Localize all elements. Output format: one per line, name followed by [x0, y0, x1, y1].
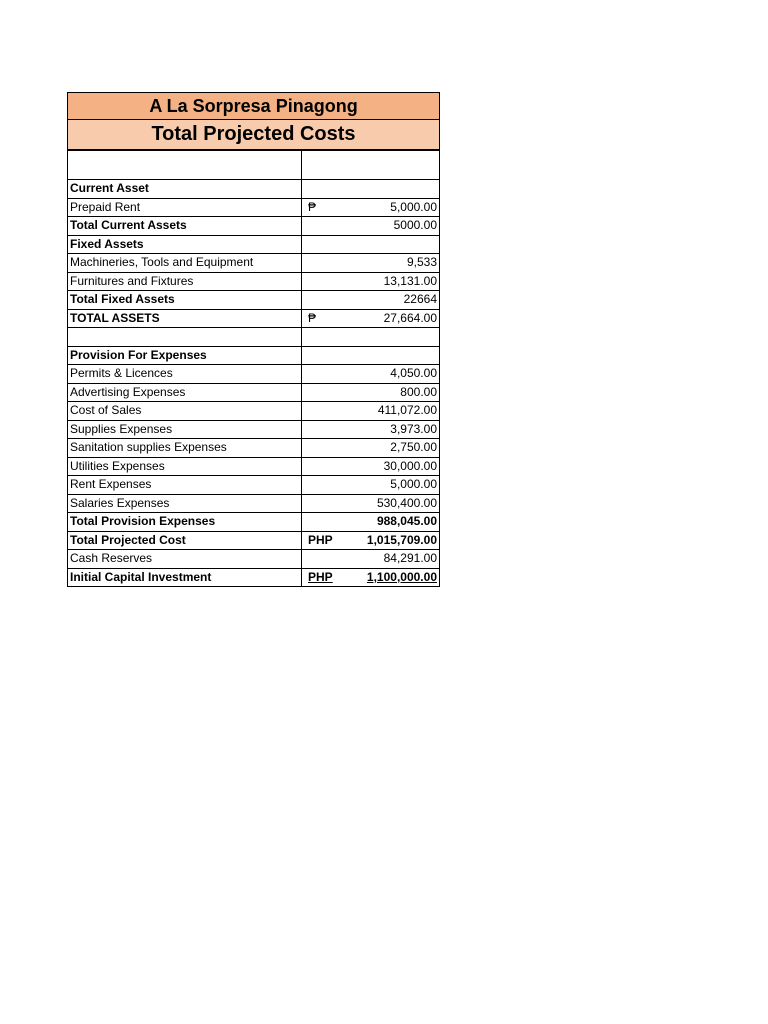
row-label: Salaries Expenses [68, 494, 302, 513]
row-value-cell [302, 272, 440, 291]
row-value-cell [302, 494, 440, 513]
row-label [68, 328, 302, 347]
amount: 5,000.00 [390, 199, 437, 214]
amount: 3,973.00 [390, 421, 437, 436]
row-label: Total Projected Cost [68, 531, 302, 550]
amount: 9,533 [406, 255, 437, 270]
amount: 5000.00 [393, 218, 437, 233]
table-row [68, 550, 440, 569]
row-label: Supplies Expenses [68, 420, 302, 439]
amount: 411,072.00 [377, 403, 437, 418]
row-label: Sanitation supplies Expenses [68, 439, 302, 458]
sheet-title: Total Projected Costs [67, 120, 440, 150]
row-value-cell [302, 457, 440, 476]
row-label: Total Provision Expenses [68, 513, 302, 532]
row-label: Furnitures and Fixtures [68, 272, 302, 291]
amount: 1,015,709.00 [366, 532, 437, 547]
amount: 30,000.00 [383, 458, 437, 473]
row-label: Current Asset [68, 180, 302, 199]
row-label: Total Fixed Assets [68, 291, 302, 310]
row-value-cell [302, 439, 440, 458]
projected-costs-sheet [67, 92, 440, 587]
row-label: Prepaid Rent [68, 198, 302, 217]
row-value-cell [302, 550, 440, 569]
table-row [68, 151, 440, 180]
table-row [68, 383, 440, 402]
row-value-cell [302, 198, 440, 217]
table-row [68, 254, 440, 273]
row-label: Permits & Licences [68, 365, 302, 384]
table-row [68, 365, 440, 384]
row-value-cell [302, 513, 440, 532]
amount: 530,400.00 [376, 495, 437, 510]
row-label: Cash Reserves [68, 550, 302, 569]
table-row [68, 291, 440, 310]
table-row [68, 272, 440, 291]
row-value-cell [302, 476, 440, 495]
table-row [68, 457, 440, 476]
table-row [68, 420, 440, 439]
row-label: Advertising Expenses [68, 383, 302, 402]
table-row [68, 402, 440, 421]
row-value-cell [302, 346, 440, 365]
table-row [68, 180, 440, 199]
table-row [68, 309, 440, 328]
row-label: TOTAL ASSETS [68, 309, 302, 328]
amount: 4,050.00 [390, 366, 437, 381]
row-value-cell [302, 309, 440, 328]
costs-table [67, 150, 440, 587]
row-value-cell [302, 365, 440, 384]
table-row [68, 476, 440, 495]
row-label: Total Current Assets [68, 217, 302, 236]
table-row [68, 531, 440, 550]
row-value-cell [302, 328, 440, 347]
row-value-cell [302, 217, 440, 236]
row-value-cell [302, 383, 440, 402]
row-value-cell [302, 291, 440, 310]
currency-symbol: PHP [308, 569, 333, 584]
row-value-cell [302, 235, 440, 254]
row-label: Utilities Expenses [68, 457, 302, 476]
table-row [68, 513, 440, 532]
amount: 22664 [403, 292, 437, 307]
row-value-cell [302, 402, 440, 421]
amount: 988,045.00 [376, 514, 437, 529]
company-title: A La Sorpresa Pinagong [67, 92, 440, 120]
row-value-cell [302, 420, 440, 439]
row-value-cell [302, 531, 440, 550]
table-row [68, 328, 440, 347]
row-label: Fixed Assets [68, 235, 302, 254]
row-label: Cost of Sales [68, 402, 302, 421]
row-value-cell [302, 180, 440, 199]
row-value-cell [302, 254, 440, 273]
amount: 84,291.00 [383, 551, 437, 566]
row-label: Machineries, Tools and Equipment [68, 254, 302, 273]
amount: 2,750.00 [390, 440, 437, 455]
table-row [68, 568, 440, 587]
row-value-cell [302, 151, 440, 180]
amount: 800.00 [400, 384, 437, 399]
currency-symbol: ₱ [308, 199, 317, 214]
row-label [68, 151, 302, 180]
table-row [68, 439, 440, 458]
row-label: Rent Expenses [68, 476, 302, 495]
amount: 5,000.00 [390, 477, 437, 492]
table-row [68, 346, 440, 365]
currency-symbol: PHP [308, 532, 333, 547]
row-value-cell [302, 568, 440, 587]
table-row [68, 198, 440, 217]
row-label: Provision For Expenses [68, 346, 302, 365]
table-row [68, 494, 440, 513]
table-row [68, 235, 440, 254]
currency-symbol: ₱ [308, 310, 317, 325]
amount: 13,131.00 [383, 273, 437, 288]
amount: 27,664.00 [383, 310, 437, 325]
row-label: Initial Capital Investment [68, 568, 302, 587]
amount: 1,100,000.00 [366, 569, 437, 584]
table-row [68, 217, 440, 236]
